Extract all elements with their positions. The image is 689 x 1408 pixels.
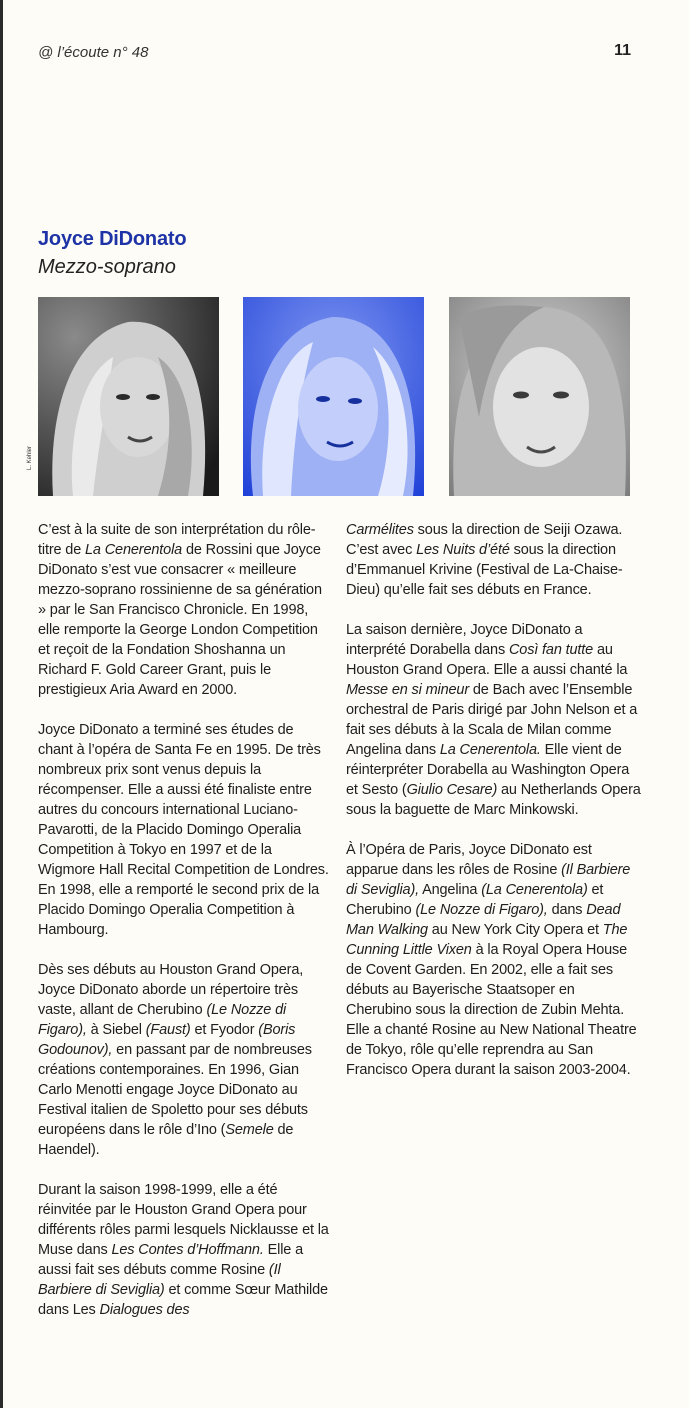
text-run: et Cherubino (346, 882, 604, 918)
text-run: au Houston Grand Opera. Elle a aussi chanté la (346, 642, 628, 678)
italic-text-run: La Cenerentola. (439, 742, 541, 758)
artist-role: Mezzo-soprano (38, 256, 176, 278)
italic-text-run: Dialogues des (99, 1302, 190, 1318)
text-run: La saison dernière, Joyce DiDonato a interprété Dorabella dans (346, 622, 583, 658)
paragraph (38, 520, 330, 700)
italic-text-run: Semele (225, 1122, 274, 1138)
italic-text-run: Carmélites (346, 522, 414, 538)
portrait-photo-bw (38, 297, 219, 496)
italic-text-run: (Il Barbiere di Seviglia) (38, 1262, 281, 1298)
italic-text-run: (Il Barbiere di Seviglia), (346, 862, 631, 898)
portrait-photo-gray (449, 297, 630, 496)
artist-name: Joyce DiDonato (38, 228, 187, 250)
text-run: de Haendel). (38, 1122, 294, 1158)
text-run: à Siebel (86, 1022, 146, 1038)
italic-text-run: (Faust) (145, 1022, 191, 1038)
portrait-photo-blue (243, 297, 424, 496)
text-run: et comme Sœur Mathilde dans Les (38, 1282, 328, 1318)
paragraph (346, 520, 642, 600)
text-run: Elle vient de réinterpréter Dorabella au Washington Opera et Sesto ( (346, 742, 630, 798)
italic-text-run: (Le Nozze di Figaro), (415, 902, 548, 918)
italic-text-run: Les Contes d’Hoffmann. (111, 1242, 264, 1258)
italic-text-run: Les Nuits d’été (416, 542, 510, 558)
text-run: Elle a aussi fait ses débuts comme Rosine (38, 1242, 303, 1278)
page-number: 11 (614, 42, 631, 59)
publication-header: @ l’écoute n° 48 (38, 44, 149, 61)
text-run: Joyce DiDonato a terminé ses études de chant à l’opéra de Santa Fe en 1995. De très nombreux prix sont venus depuis la récompenser. Elle a aussi été finaliste entre autres du concours international Luciano-Pavarotti, de la Placido Domingo Operalia Competition à Tokyo en 1997 et de la Wigmore Hall Recital Competition de Londres. En 1998, elle a remporté le second prix de la Placido Domingo Operalia Competition à Hambourg. (38, 722, 329, 938)
italic-text-run: (La Cenerentola) (481, 882, 588, 898)
text-run: de Rossini que Joyce DiDonato s’est vue consacrer « meilleure mezzo-soprano rossinienne de sa génération » par le San Francisco Chronicle. En 1998, elle remporte la George London Competition et reçoit de la Fondation Shoshanna un Richard F. Gold Career Grant, puis le prestigieux Aria Award en 2000. (38, 542, 322, 698)
paragraph (346, 840, 642, 1080)
italic-text-run: The Cunning Little Vixen (346, 922, 628, 958)
paragraph (38, 960, 330, 1160)
italic-text-run: Così fan tutte (508, 642, 594, 658)
text-run: sous la direction de Seiji Ozawa. C’est avec (346, 522, 623, 558)
italic-text-run: Dead Man Walking (346, 902, 621, 938)
text-run: dans (547, 902, 587, 918)
text-run: À l’Opéra de Paris, Joyce DiDonato est apparue dans les rôles de Rosine (346, 842, 592, 878)
italic-text-run: (Boris Godounov), (38, 1022, 296, 1058)
italic-text-run: Giulio Cesare) (406, 782, 498, 798)
paragraph (346, 620, 642, 820)
paragraph (38, 1180, 330, 1320)
italic-text-run: Messe en si mineur (346, 682, 470, 698)
italic-text-run: La Cenerentola (85, 542, 183, 558)
text-run: Durant la saison 1998-1999, elle a été réinvitée par le Houston Grand Opera pour différents rôles parmi lesquels Nicklausse et la Muse dans (38, 1182, 329, 1258)
text-column-left (38, 520, 330, 1340)
paragraph (38, 720, 330, 940)
page-edge (0, 0, 3, 1408)
text-run: de Bach avec l’Ensemble orchestral de Paris dirigé par John Nelson et a fait ses débuts à la Scala de Milan comme Angelina dans (346, 682, 638, 758)
text-run: en passant par de nombreuses créations contemporaines. En 1996, Gian Carlo Menotti engage Joyce DiDonato au Festival italien de Spoletto pour ses débuts européens dans le rôle d’Ino ( (38, 1042, 312, 1138)
text-run: à la Royal Opera House de Covent Garden. En 2002, elle a fait ses débuts au Bayerische Staatsoper en Cherubino sous la direction de Zubin Mehta. Elle a chanté Rosine au New National Theatre de Tokyo, rôle qu’elle reprendra au San Francisco Opera durant la saison 2003-2004. (346, 942, 637, 1078)
text-run: et Fyodor (190, 1022, 259, 1038)
text-column-right (346, 520, 642, 1100)
text-run: Angelina (419, 882, 482, 898)
italic-text-run: (Le Nozze di Figaro), (38, 1002, 287, 1038)
text-run: sous la direction d’Emmanuel Krivine (Festival de La-Chaise-Dieu) qu’elle fait ses débuts en France. (346, 542, 623, 598)
text-run: au New York City Opera et (427, 922, 603, 938)
text-run: C’est à la suite de son interprétation du rôle-titre de (38, 522, 316, 558)
text-run: au Netherlands Opera sous la baguette de Marc Minkowski. (346, 782, 641, 818)
text-run: Dès ses débuts au Houston Grand Opera, Joyce DiDonato aborde un répertoire très vaste, allant de Cherubino (38, 962, 304, 1018)
photo-credit: L. Kehler (27, 445, 33, 470)
